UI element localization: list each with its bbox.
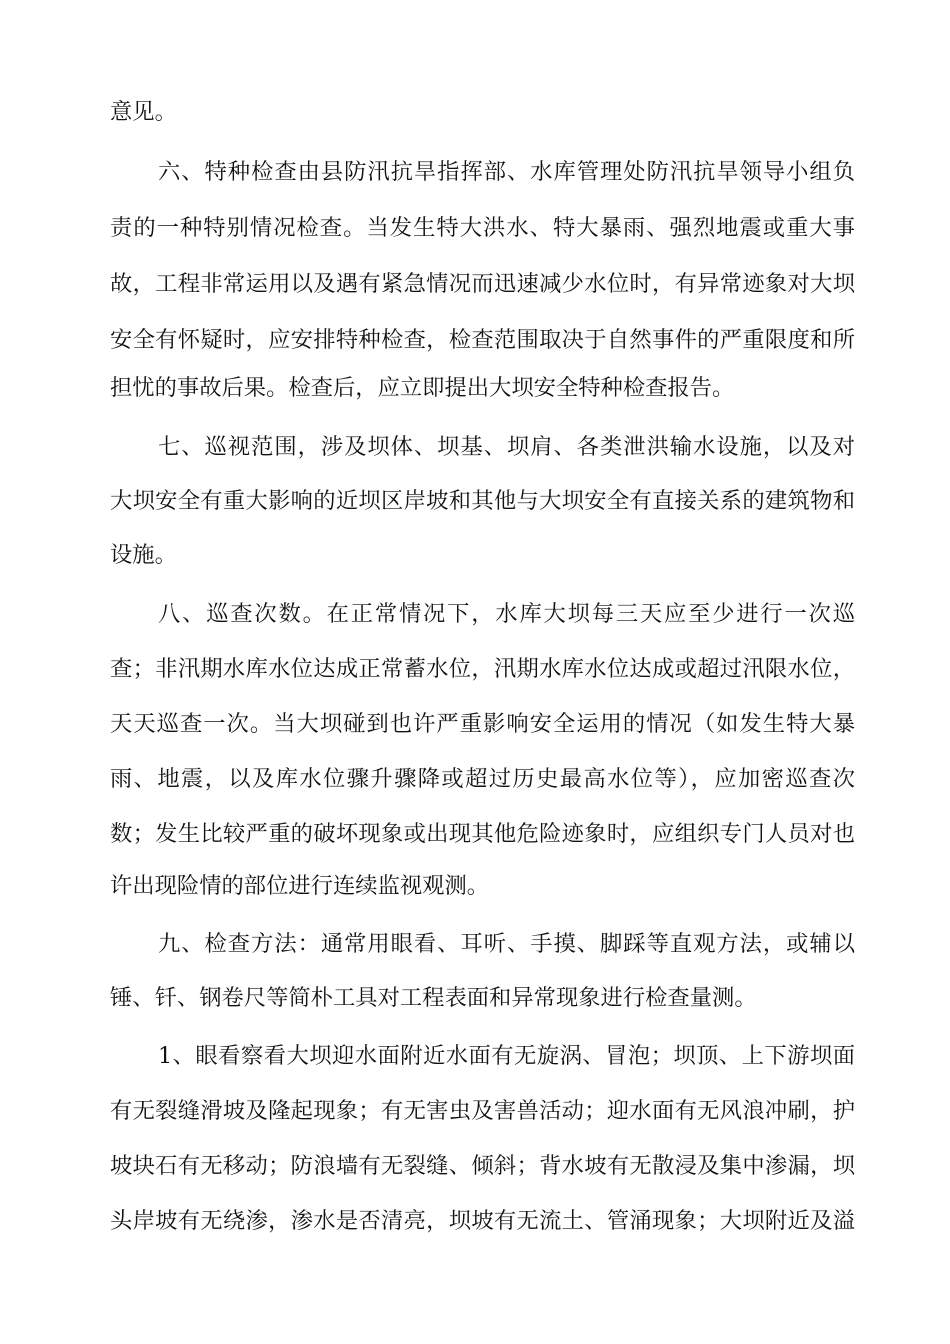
paragraph-6-line-1: 六、特种检查由县防汛抗旱指挥部、水库管理处防汛抗旱领导小组负 [158, 159, 855, 185]
paragraph-6-line-5: 担忧的事故后果。检查后，应立即提出大坝安全特种检查报告。 [110, 375, 735, 401]
item-1-line-2: 有无裂缝滑坡及隆起现象；有无害虫及害兽活动；迎水面有无风浪冲刷，护 [110, 1098, 855, 1124]
paragraph-8-line-6: 许出现险情的部位进行连续监视观测。 [110, 873, 490, 899]
paragraph-6-line-4: 安全有怀疑时，应安排特种检查，检查范围取决于自然事件的严重限度和所 [110, 327, 855, 353]
paragraph-8-line-4: 雨、地震，以及库水位骤升骤降或超过历史最高水位等），应加密巡查次 [110, 766, 855, 792]
paragraph-7-line-3: 设施。 [110, 542, 177, 568]
paragraph-8-line-1: 八、巡查次数。在正常情况下，水库大坝每三天应至少进行一次巡 [158, 601, 855, 627]
paragraph-8-line-5: 数；发生比较严重的破坏现象或出现其他危险迹象时，应组织专门人员对也 [110, 821, 855, 847]
item-1-line-4: 头岸坡有无绕渗，渗水是否清亮，坝坡有无流土、管涌现象；大坝附近及溢 [110, 1208, 855, 1234]
item-1-line-3: 坡块石有无移动；防浪墙有无裂缝、倾斜；背水坡有无散浸及集中渗漏，坝 [110, 1153, 855, 1179]
paragraph-6-line-2: 责的一种特别情况检查。当发生特大洪水、特大暴雨、强烈地震或重大事 [110, 215, 855, 241]
paragraph-6-line-3: 故，工程非常运用以及遇有紧急情况而迅速减少水位时，有异常迹象对大坝 [110, 271, 855, 297]
paragraph-9-line-2: 锤、钎、钢卷尺等简朴工具对工程表面和异常现象进行检查量测。 [110, 985, 757, 1011]
paragraph-8-line-3: 天天巡查一次。当大坝碰到也许严重影响安全运用的情况（如发生特大暴 [110, 711, 855, 737]
paragraph-7-line-1: 七、巡视范围，涉及坝体、坝基、坝肩、各类泄洪输水设施，以及对 [158, 434, 855, 460]
text-line-1: 意见。 [110, 99, 177, 125]
paragraph-7-line-2: 大坝安全有重大影响的近坝区岸坡和其他与大坝安全有直接关系的建筑物和 [110, 488, 855, 514]
paragraph-9-line-1: 九、检查方法：通常用眼看、耳听、手摸、脚踩等直观方法，或辅以 [158, 931, 855, 957]
paragraph-8-line-2: 查；非汛期水库水位达成正常蓄水位，汛期水库水位达成或超过汛限水位， [110, 656, 855, 682]
item-1-line-1: 1、眼看察看大坝迎水面附近水面有无旋涡、冒泡；坝顶、上下游坝面 [158, 1043, 855, 1069]
